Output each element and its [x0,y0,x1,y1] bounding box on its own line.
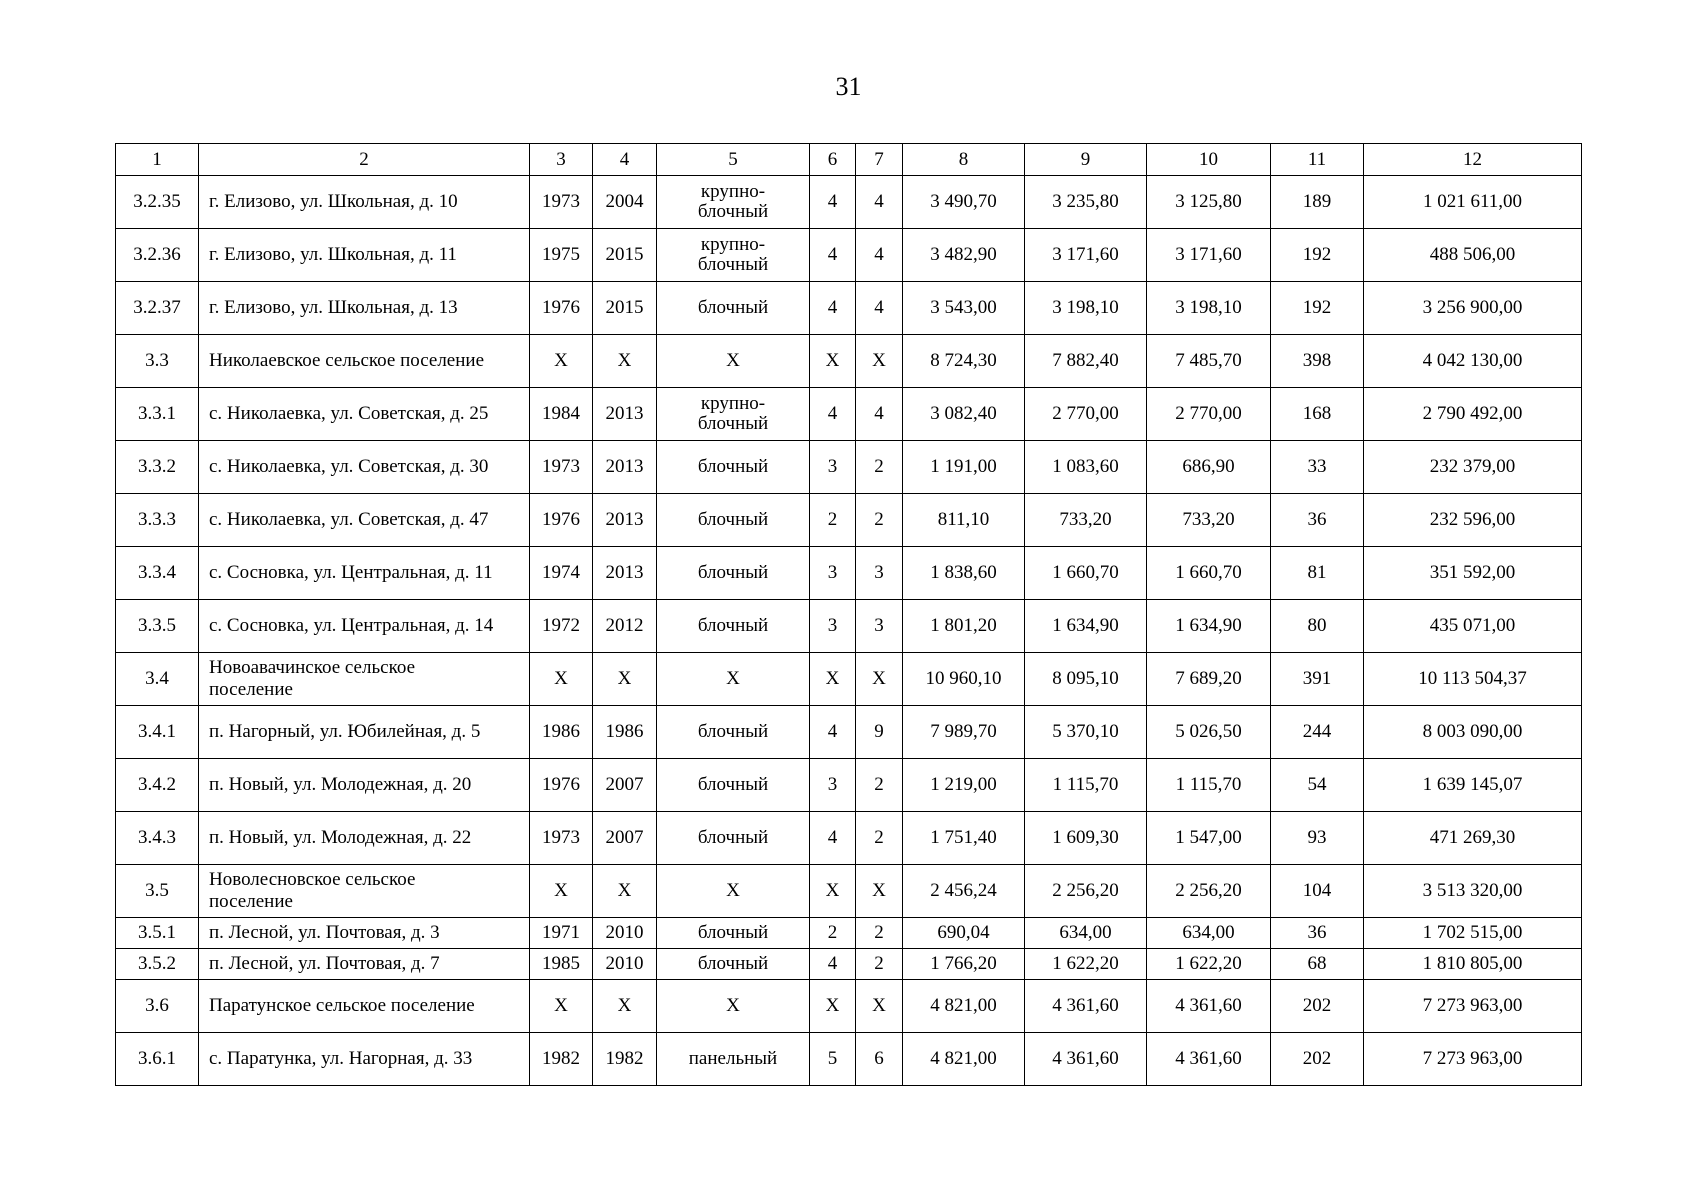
table-row [116,229,1582,282]
table-body [116,144,1582,1086]
item-number-cell: 3.3.3 [116,494,199,547]
residential-area-cell: 4 361,60 [1147,980,1271,1033]
wall-material-cell: блочный [657,706,810,759]
address-cell: с. Николаевка, ул. Советская, д. 25 [199,388,530,441]
repair-year-cell: 2012 [593,600,657,653]
residents-cell: 391 [1271,653,1364,706]
entrances-cell: 4 [856,176,903,229]
residents-cell: 202 [1271,1033,1364,1086]
residents-cell: 36 [1271,494,1364,547]
item-number-cell: 3.5.2 [116,949,199,980]
entrances-cell: 2 [856,918,903,949]
residential-area-cell: 1 622,20 [1147,949,1271,980]
construction-year-cell: 1971 [530,918,593,949]
construction-year-cell: 1973 [530,812,593,865]
address-cell: с. Сосновка, ул. Центральная, д. 11 [199,547,530,600]
item-number-cell: 3.6.1 [116,1033,199,1086]
floors-cell: Х [810,980,856,1033]
construction-year-cell: Х [530,335,593,388]
total-area-cell: 1 191,00 [903,441,1025,494]
column-header: 5 [657,144,810,176]
residential-area-cell: 1 115,70 [1147,759,1271,812]
entrances-cell: 3 [856,600,903,653]
floors-cell: Х [810,335,856,388]
floors-cell: 3 [810,759,856,812]
residential-area-cell: 2 256,20 [1147,865,1271,918]
cost-cell: 435 071,00 [1364,600,1582,653]
address-cell: с. Сосновка, ул. Центральная, д. 14 [199,600,530,653]
column-header: 6 [810,144,856,176]
wall-material-cell: блочный [657,600,810,653]
total-area-cell: 690,04 [903,918,1025,949]
table-row [116,759,1582,812]
item-number-cell: 3.3.1 [116,388,199,441]
living-area-cell: 7 882,40 [1025,335,1147,388]
cost-cell: 8 003 090,00 [1364,706,1582,759]
column-number-header-row [116,144,1582,176]
living-area-cell: 4 361,60 [1025,1033,1147,1086]
repair-year-cell: Х [593,865,657,918]
cost-cell: 4 042 130,00 [1364,335,1582,388]
total-area-cell: 1 766,20 [903,949,1025,980]
repair-year-cell: 2010 [593,949,657,980]
wall-material-cell: Х [657,653,810,706]
floors-cell: 4 [810,388,856,441]
construction-year-cell: 1975 [530,229,593,282]
residential-area-cell: 1 660,70 [1147,547,1271,600]
address-cell: п. Новый, ул. Молодежная, д. 22 [199,812,530,865]
construction-year-cell: 1973 [530,441,593,494]
entrances-cell: Х [856,980,903,1033]
address-cell: г. Елизово, ул. Школьная, д. 10 [199,176,530,229]
wall-material-cell: панельный [657,1033,810,1086]
cost-cell: 7 273 963,00 [1364,1033,1582,1086]
table-row [116,282,1582,335]
cost-cell: 1 021 611,00 [1364,176,1582,229]
residential-area-cell: 3 125,80 [1147,176,1271,229]
table-row [116,176,1582,229]
construction-year-cell: 1974 [530,547,593,600]
item-number-cell: 3.4.2 [116,759,199,812]
cost-cell: 232 596,00 [1364,494,1582,547]
entrances-cell: 2 [856,759,903,812]
item-number-cell: 3.5.1 [116,918,199,949]
item-number-cell: 3.3.4 [116,547,199,600]
construction-year-cell: 1976 [530,494,593,547]
construction-year-cell: Х [530,865,593,918]
residents-cell: 168 [1271,388,1364,441]
residents-cell: 54 [1271,759,1364,812]
living-area-cell: 733,20 [1025,494,1147,547]
entrances-cell: 3 [856,547,903,600]
floors-cell: 3 [810,441,856,494]
total-area-cell: 4 821,00 [903,980,1025,1033]
address-cell: п. Лесной, ул. Почтовая, д. 7 [199,949,530,980]
wall-material-cell: крупно- блочный [657,229,810,282]
residents-cell: 68 [1271,949,1364,980]
residents-cell: 80 [1271,600,1364,653]
residents-cell: 244 [1271,706,1364,759]
address-cell: п. Лесной, ул. Почтовая, д. 3 [199,918,530,949]
living-area-cell: 2 770,00 [1025,388,1147,441]
living-area-cell: 1 609,30 [1025,812,1147,865]
total-area-cell: 3 543,00 [903,282,1025,335]
entrances-cell: 6 [856,1033,903,1086]
cost-cell: 3 513 320,00 [1364,865,1582,918]
repair-year-cell: Х [593,653,657,706]
wall-material-cell: Х [657,335,810,388]
construction-year-cell: Х [530,653,593,706]
item-number-cell: 3.4.1 [116,706,199,759]
living-area-cell: 634,00 [1025,918,1147,949]
address-cell: Новолесновское сельское поселение [199,865,530,918]
item-number-cell: 3.4 [116,653,199,706]
total-area-cell: 3 482,90 [903,229,1025,282]
floors-cell: Х [810,865,856,918]
residential-area-cell: 686,90 [1147,441,1271,494]
wall-material-cell: Х [657,980,810,1033]
wall-material-cell: блочный [657,759,810,812]
table-row [116,918,1582,949]
entrances-cell: 4 [856,388,903,441]
repair-year-cell: 1982 [593,1033,657,1086]
repair-year-cell: Х [593,335,657,388]
residential-area-cell: 733,20 [1147,494,1271,547]
column-header: 8 [903,144,1025,176]
repair-year-cell: 2015 [593,282,657,335]
repair-year-cell: 2007 [593,812,657,865]
wall-material-cell: крупно- блочный [657,388,810,441]
residents-cell: 81 [1271,547,1364,600]
table-row [116,706,1582,759]
residents-cell: 398 [1271,335,1364,388]
residents-cell: 189 [1271,176,1364,229]
residential-area-cell: 1 547,00 [1147,812,1271,865]
living-area-cell: 4 361,60 [1025,980,1147,1033]
residential-area-cell: 7 689,20 [1147,653,1271,706]
column-header: 7 [856,144,903,176]
repair-year-cell: 2004 [593,176,657,229]
page-number: 31 [835,72,862,101]
column-header: 2 [199,144,530,176]
entrances-cell: Х [856,653,903,706]
residential-area-cell: 3 198,10 [1147,282,1271,335]
residential-area-cell: 1 634,90 [1147,600,1271,653]
cost-cell: 232 379,00 [1364,441,1582,494]
total-area-cell: 3 490,70 [903,176,1025,229]
floors-cell: 2 [810,494,856,547]
entrances-cell: Х [856,335,903,388]
item-number-cell: 3.4.3 [116,812,199,865]
living-area-cell: 1 634,90 [1025,600,1147,653]
total-area-cell: 4 821,00 [903,1033,1025,1086]
wall-material-cell: блочный [657,441,810,494]
total-area-cell: 3 082,40 [903,388,1025,441]
table-row [116,949,1582,980]
living-area-cell: 5 370,10 [1025,706,1147,759]
entrances-cell: Х [856,865,903,918]
cost-cell: 2 790 492,00 [1364,388,1582,441]
cost-cell: 1 639 145,07 [1364,759,1582,812]
residential-area-cell: 4 361,60 [1147,1033,1271,1086]
column-header: 3 [530,144,593,176]
living-area-cell: 3 235,80 [1025,176,1147,229]
residents-cell: 36 [1271,918,1364,949]
total-area-cell: 811,10 [903,494,1025,547]
construction-year-cell: 1973 [530,176,593,229]
table-row [116,653,1582,706]
total-area-cell: 1 838,60 [903,547,1025,600]
residential-area-cell: 5 026,50 [1147,706,1271,759]
item-number-cell: 3.3.5 [116,600,199,653]
entrances-cell: 4 [856,229,903,282]
floors-cell: 3 [810,547,856,600]
residential-area-cell: 634,00 [1147,918,1271,949]
cost-cell: 7 273 963,00 [1364,980,1582,1033]
item-number-cell: 3.3.2 [116,441,199,494]
construction-year-cell: 1986 [530,706,593,759]
entrances-cell: 2 [856,949,903,980]
total-area-cell: 1 751,40 [903,812,1025,865]
repair-year-cell: 2010 [593,918,657,949]
cost-cell: 1 810 805,00 [1364,949,1582,980]
item-number-cell: 3.5 [116,865,199,918]
total-area-cell: 7 989,70 [903,706,1025,759]
column-header: 11 [1271,144,1364,176]
table-row [116,865,1582,918]
cost-cell: 488 506,00 [1364,229,1582,282]
repair-year-cell: 2015 [593,229,657,282]
residents-cell: 33 [1271,441,1364,494]
repair-year-cell: 2013 [593,547,657,600]
column-header: 10 [1147,144,1271,176]
entrances-cell: 9 [856,706,903,759]
repair-year-cell: Х [593,980,657,1033]
entrances-cell: 4 [856,282,903,335]
wall-material-cell: блочный [657,918,810,949]
item-number-cell: 3.2.36 [116,229,199,282]
address-cell: г. Елизово, ул. Школьная, д. 11 [199,229,530,282]
cost-cell: 10 113 504,37 [1364,653,1582,706]
wall-material-cell: Х [657,865,810,918]
table-row [116,388,1582,441]
floors-cell: 4 [810,812,856,865]
residential-area-cell: 7 485,70 [1147,335,1271,388]
living-area-cell: 2 256,20 [1025,865,1147,918]
residents-cell: 104 [1271,865,1364,918]
repair-year-cell: 2007 [593,759,657,812]
floors-cell: 4 [810,282,856,335]
cost-cell: 1 702 515,00 [1364,918,1582,949]
floors-cell: 4 [810,229,856,282]
column-header: 9 [1025,144,1147,176]
repair-year-cell: 2013 [593,494,657,547]
address-cell: п. Новый, ул. Молодежная, д. 20 [199,759,530,812]
total-area-cell: 10 960,10 [903,653,1025,706]
item-number-cell: 3.6 [116,980,199,1033]
living-area-cell: 3 198,10 [1025,282,1147,335]
address-cell: Паратунское сельское поселение [199,980,530,1033]
column-header: 1 [116,144,199,176]
construction-year-cell: 1976 [530,282,593,335]
floors-cell: Х [810,653,856,706]
construction-year-cell: 1985 [530,949,593,980]
repair-year-cell: 1986 [593,706,657,759]
residents-cell: 93 [1271,812,1364,865]
construction-year-cell: 1982 [530,1033,593,1086]
living-area-cell: 3 171,60 [1025,229,1147,282]
wall-material-cell: блочный [657,812,810,865]
total-area-cell: 1 219,00 [903,759,1025,812]
wall-material-cell: блочный [657,547,810,600]
residents-cell: 192 [1271,282,1364,335]
table-row [116,494,1582,547]
floors-cell: 3 [810,600,856,653]
total-area-cell: 8 724,30 [903,335,1025,388]
total-area-cell: 2 456,24 [903,865,1025,918]
address-cell: с. Николаевка, ул. Советская, д. 30 [199,441,530,494]
address-cell: с. Николаевка, ул. Советская, д. 47 [199,494,530,547]
living-area-cell: 1 660,70 [1025,547,1147,600]
cost-cell: 3 256 900,00 [1364,282,1582,335]
living-area-cell: 1 115,70 [1025,759,1147,812]
entrances-cell: 2 [856,494,903,547]
table-row [116,812,1582,865]
entrances-cell: 2 [856,812,903,865]
wall-material-cell: блочный [657,949,810,980]
address-cell: Николаевское сельское поселение [199,335,530,388]
residents-cell: 192 [1271,229,1364,282]
wall-material-cell: блочный [657,282,810,335]
column-header: 4 [593,144,657,176]
item-number-cell: 3.3 [116,335,199,388]
address-cell: с. Паратунка, ул. Нагорная, д. 33 [199,1033,530,1086]
living-area-cell: 1 622,20 [1025,949,1147,980]
floors-cell: 5 [810,1033,856,1086]
floors-cell: 2 [810,918,856,949]
residential-area-cell: 2 770,00 [1147,388,1271,441]
table-row [116,441,1582,494]
cost-cell: 351 592,00 [1364,547,1582,600]
table-row [116,1033,1582,1086]
entrances-cell: 2 [856,441,903,494]
living-area-cell: 1 083,60 [1025,441,1147,494]
repair-year-cell: 2013 [593,441,657,494]
construction-year-cell: 1984 [530,388,593,441]
construction-year-cell: 1972 [530,600,593,653]
cost-cell: 471 269,30 [1364,812,1582,865]
residents-cell: 202 [1271,980,1364,1033]
total-area-cell: 1 801,20 [903,600,1025,653]
table-row [116,980,1582,1033]
column-header: 12 [1364,144,1582,176]
residential-area-cell: 3 171,60 [1147,229,1271,282]
floors-cell: 4 [810,176,856,229]
table-row [116,547,1582,600]
table-row [116,600,1582,653]
item-number-cell: 3.2.35 [116,176,199,229]
floors-cell: 4 [810,706,856,759]
address-cell: г. Елизово, ул. Школьная, д. 13 [199,282,530,335]
item-number-cell: 3.2.37 [116,282,199,335]
wall-material-cell: крупно- блочный [657,176,810,229]
repair-year-cell: 2013 [593,388,657,441]
wall-material-cell: блочный [657,494,810,547]
address-cell: Новоавачинское сельское поселение [199,653,530,706]
construction-year-cell: 1976 [530,759,593,812]
living-area-cell: 8 095,10 [1025,653,1147,706]
address-cell: п. Нагорный, ул. Юбилейная, д. 5 [199,706,530,759]
floors-cell: 4 [810,949,856,980]
table-row [116,335,1582,388]
construction-year-cell: Х [530,980,593,1033]
housing-registry-table [115,143,1582,1086]
